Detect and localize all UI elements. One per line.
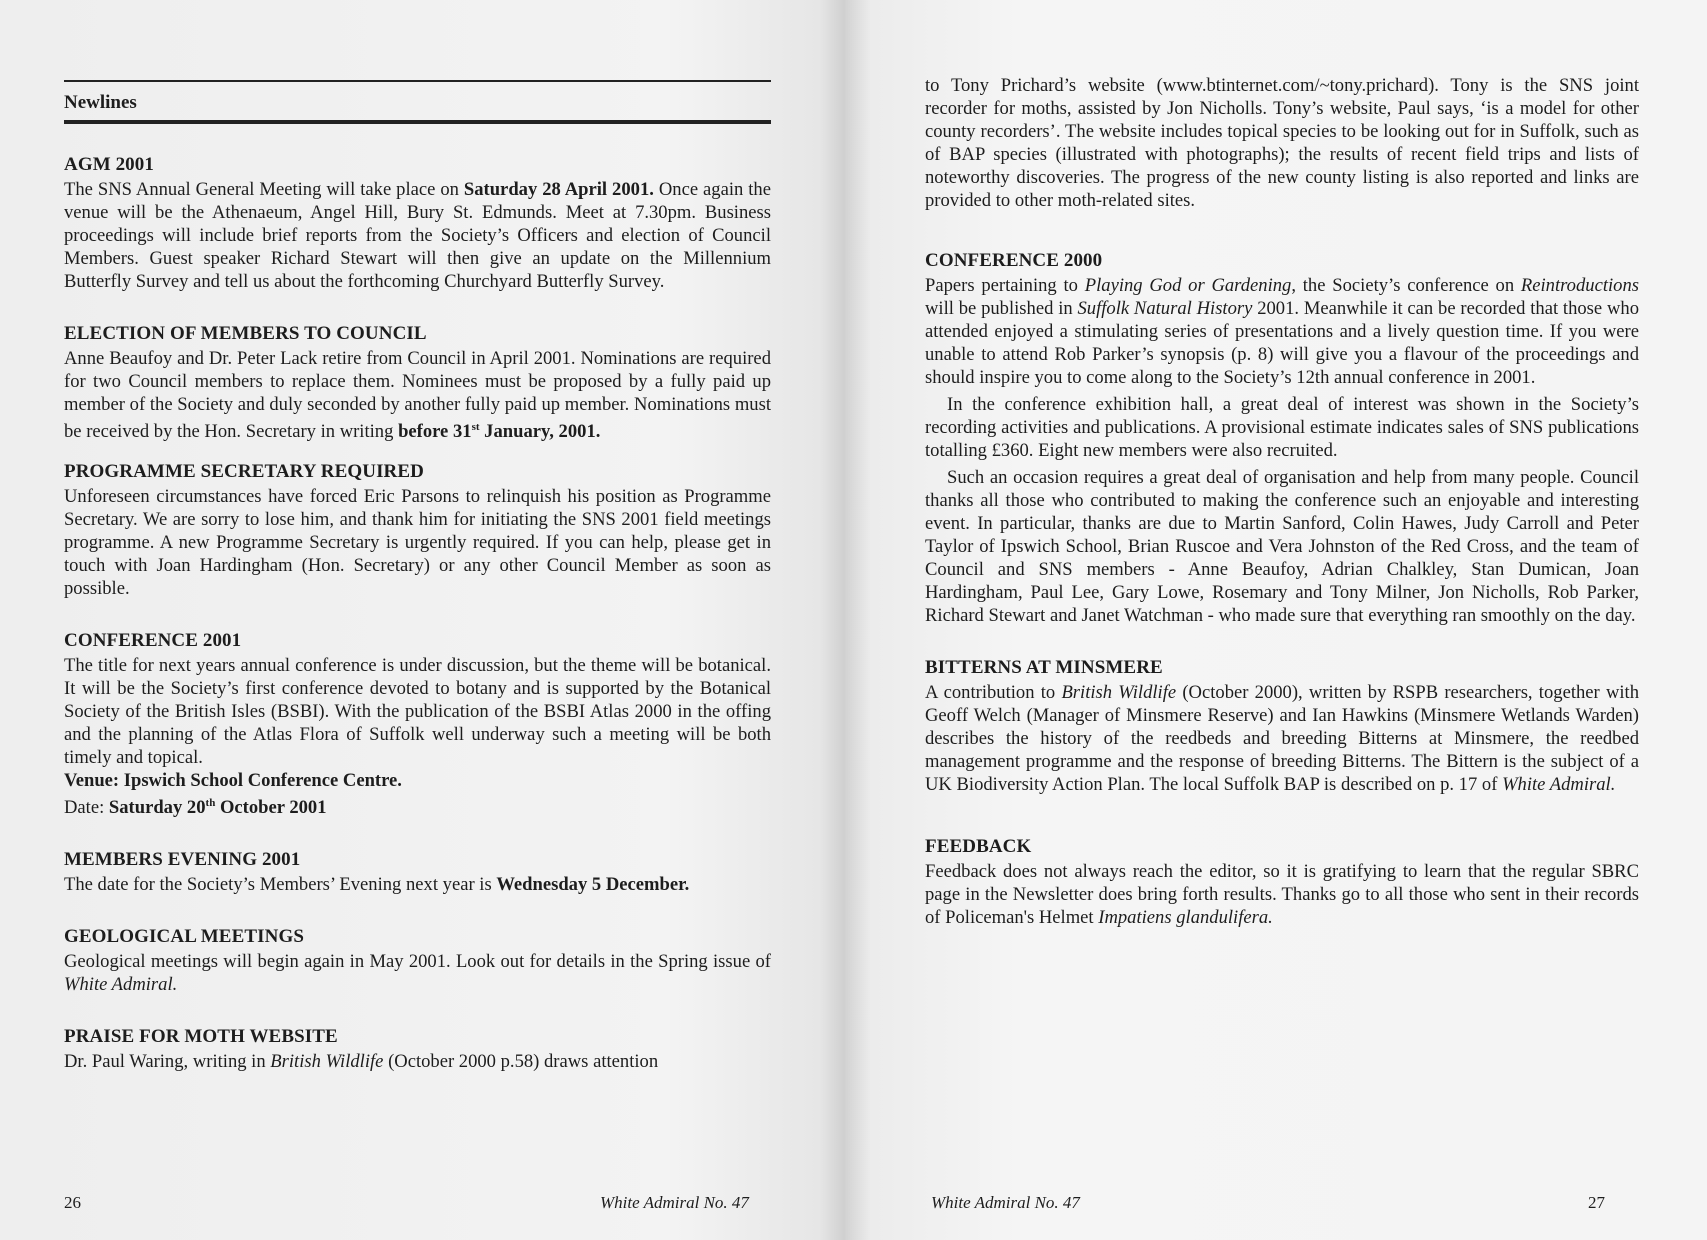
agm-section (64, 154, 771, 293)
page-number-left: 26 (64, 1193, 81, 1212)
right-column (925, 74, 1639, 929)
members-evening-text: The date for the Society’s Members’ Evening next year is Wednesday 5 December. (64, 874, 690, 896)
election-heading: ELECTION OF MEMBERS TO COUNCIL (64, 323, 427, 344)
members-evening-section (64, 849, 771, 896)
election-section (64, 323, 771, 443)
bitterns-text: A contribution to British Wildlife (October 2000), written by RSPB researchers, together with Geoff Welch (Manager of Minsmere Reserve) and Ian Hawkins (Minsmere Wetlands Warden) describes the history of the reedbeds and breeding Bitterns at Minsmere, the reedbed management programme and the response of breeding Bitterns. The Bittern is the subject of a UK Biodiversity Action Plan. The local Suffolk BAP is described on p. 17 of White Admiral. (925, 682, 1640, 795)
geological-text: Geological meetings will begin again in May 2001. Look out for details in the Spring issue of White Admiral. (64, 951, 771, 996)
running-footer-left: White Admiral No. 47 (600, 1193, 749, 1212)
feedback-section (925, 836, 1639, 929)
section-header: Newlines (64, 82, 771, 124)
conference-2000-text: Papers pertaining to Playing God or Gardening, the Society’s conference on Reintroductions will be published in Suffolk Natural History 2001. Meanwhile it can be recorded that those who attended enjoyed a stimulating series of presentations and a lively question time. If you were unable to attend Rob Parker’s synopsis (p. 8) will give you a flavour of the proceedings and should inspire you to come along to the Society’s 12th annual conference in 2001. (925, 275, 1640, 388)
left-column (64, 80, 771, 1073)
conference-2000-exhibition: In the conference exhibition hall, a great deal of interest was shown in the Society’s recording activities and publications. A provisional estimate indicates sales of SNS publications totalling £360. Eight new members were also recruited. (925, 394, 1639, 461)
feedback-heading: FEEDBACK (925, 836, 1032, 857)
election-text: Anne Beaufoy and Dr. Peter Lack retire from Council in April 2001. Nominations are required for two Council members to replace them. Nominees must be proposed by a fully paid up member of the Society and duly seconded by another fully paid up member. Nominations must be received by the Hon. Secretary in writing before 31st January, 2001. (64, 348, 771, 443)
conference-2000-thanks: Such an occasion requires a great deal of organisation and help from many people. Council thanks all those who contributed to making the conference such an enjoyable and interesting event. In particular, thanks are due to Martin Sanford, Colin Hawes, Judy Carroll and Peter Taylor of Ipswich School, Brian Ruscoe and Vera Johnston of the Red Cross, and the team of Council and SNS members - Anne Beaufoy, Adrian Chalkley, Stan Dumican, Joan Hardingham, Paul Lee, Gary Lowe, Rosemary and Tony Milner, Jon Nicholls, Rob Parker, Richard Stewart and Janet Watchman - who made sure that everything ran smoothly on the day. (925, 467, 1639, 626)
page-number-right: 27 (1588, 1193, 1605, 1212)
bitterns-heading: BITTERNS AT MINSMERE (925, 657, 1163, 678)
left-page (0, 0, 845, 1240)
conference-2000-heading: CONFERENCE 2000 (925, 250, 1103, 271)
moth-website-section (64, 1026, 771, 1073)
moth-website-continued: to Tony Prichard’s website (www.btinternet.com/~tony.prichard). Tony is the SNS joint recorder for moths, assisted by Jon Nicholls. Tony’s website, Paul says, ‘is a model for other county recorders’. The website includes topical species to be looking out for in Suffolk, such as of BAP species (illustrated with photographs); the results of recent field trips and lists of noteworthy discoveries. The progress of the new county listing is also reported and links are provided to other moth-related sites. (925, 75, 1639, 211)
programme-section (64, 461, 771, 600)
members-evening-heading: MEMBERS EVENING 2001 (64, 849, 301, 871)
programme-text: Unforeseen circumstances have forced Eric Parsons to relinquish his position as Programme Secretary. We are sorry to lose him, and thank him for initiating the SNS 2001 field meetings programme. A new Programme Secretary is urgently required. If you can help, please get in touch with Joan Hardingham (Hon. Secretary) or any other Council Member as soon as possible. (64, 486, 771, 600)
conference-2000-section (925, 250, 1639, 627)
conference-2001-date: Date: Saturday 20th October 2001 (64, 797, 327, 819)
bitterns-section (925, 657, 1639, 796)
agm-text: The SNS Annual General Meeting will take place on Saturday 28 April 2001. Once again the venue will be the Athenaeum, Angel Hill, Bury St. Edmunds. Meet at 7.30pm. Business proceedings will include brief reports from the Society’s Officers and election of Council Members. Guest speaker Richard Stewart will then give an update on the Millennium Butterfly Survey and tell us about the forthcoming Churchyard Butterfly Survey. (64, 179, 771, 292)
right-page (845, 0, 1707, 1240)
agm-heading: AGM 2001 (64, 154, 154, 175)
moth-website-heading: PRAISE FOR MOTH WEBSITE (64, 1026, 338, 1048)
conference-2001-section (64, 630, 771, 819)
geological-section (64, 926, 771, 996)
conference-2001-venue: Venue: Ipswich School Conference Centre. (64, 770, 402, 792)
moth-website-text: Dr. Paul Waring, writing in British Wildlife (October 2000 p.58) draws attention (64, 1051, 659, 1073)
feedback-text: Feedback does not always reach the editor, so it is gratifying to learn that the regular SBRC page in the Newsletter does bring forth results. Thanks go to all those who sent in their records of Policeman's Helmet Impatiens glandulifera. (925, 861, 1639, 928)
conference-2001-text: The title for next years annual conference is under discussion, but the theme will be botanical. It will be the Society’s first conference devoted to botany and is supported by the Botanical Society of the British Isles (BSBI). With the publication of the BSBI Atlas 2000 in the offing and the planning of the Atlas Flora of Suffolk well underway such a meeting will be both timely and topical. (64, 655, 771, 769)
programme-heading: PROGRAMME SECRETARY REQUIRED (64, 461, 424, 483)
running-footer-right: White Admiral No. 47 (931, 1193, 1080, 1212)
geological-heading: GEOLOGICAL MEETINGS (64, 926, 304, 948)
conference-2001-heading: CONFERENCE 2001 (64, 630, 242, 652)
